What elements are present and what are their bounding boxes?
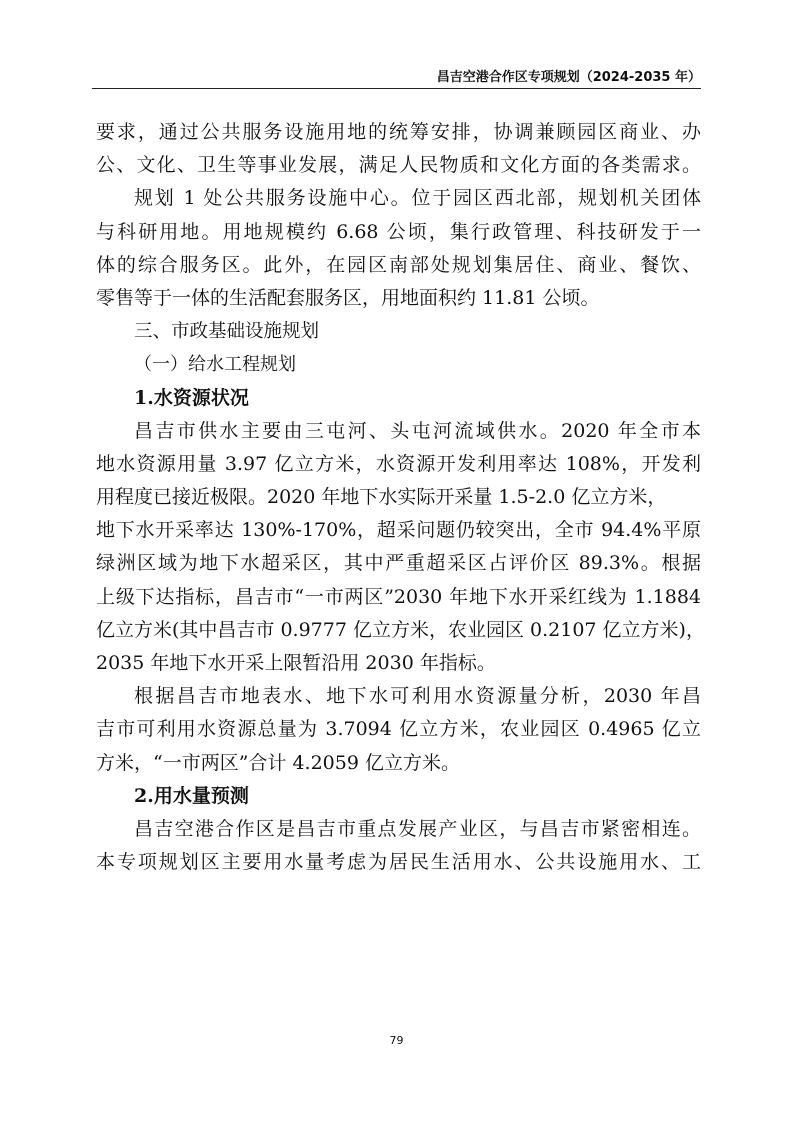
- text-line: 本专项规划区主要用水量考虑为居民生活用水、公共设施用水、工: [96, 851, 701, 874]
- text-line: 体的综合服务区。此外，在园区南部处规划集居住、商业、餐饮、: [96, 253, 701, 276]
- paragraph-start: 规划 1 处公共服务设施中心。位于园区西北部，规划机关团体: [134, 187, 701, 210]
- text-line: 要求，通过公共服务设施用地的统筹安排，协调兼顾园区商业、办: [96, 121, 701, 143]
- text-line: 亿立方米(其中昌吉市 0.9777 亿立方米，农业园区 0.2107 亿立方米)，: [96, 618, 705, 641]
- header-title: 昌吉空港合作区专项规划（2024-2035 年）: [436, 70, 701, 85]
- text-line: 公、文化、卫生等事业发展，满足人民物质和文化方面的各类需求。: [96, 154, 701, 177]
- text-line: 零售等于一体的生活配套服务区，用地面积约 11.81 公顷。: [96, 286, 600, 309]
- subsection-heading: （一）给水工程规划: [134, 354, 296, 376]
- text-line: 方米，“一市两区”合计 4.2059 亿立方米。: [96, 751, 460, 774]
- section-heading: 三、市政基础设施规划: [134, 321, 320, 343]
- text-line: 用程度已接近极限。2020 年地下水实际开采量 1.5-2.0 亿立方米，: [96, 486, 667, 509]
- text-line: 与科研用地。用地规模约 6.68 公顷，集行政管理、科技研发于一: [96, 220, 701, 243]
- item-heading: 2.用水量预测: [134, 784, 249, 807]
- page-header: [92, 60, 701, 90]
- text-line: 上级下达指标，昌吉市“一市两区”2030 年地下水开采红线为 1.1884: [96, 585, 701, 608]
- text-line: 绿洲区域为地下水超采区，其中严重超采区占评价区 89.3%。根据: [96, 552, 701, 575]
- page-number: 79: [389, 1034, 404, 1047]
- header-rule: [92, 88, 701, 89]
- text-line: 吉市可利用水资源总量为 3.7094 亿立方米，农业园区 0.4965 亿立: [96, 718, 701, 741]
- item-heading: 1.水资源状况: [134, 386, 249, 409]
- paragraph-start: 根据昌吉市地表水、地下水可利用水资源量分析，2030 年昌: [134, 685, 701, 708]
- text-line: 地水资源用量 3.97 亿立方米，水资源开发利用率达 108%，开发利: [96, 452, 701, 475]
- paragraph-start: 昌吉市供水主要由三屯河、头屯河流域供水。2020 年全市本: [134, 419, 701, 442]
- paragraph-start: 昌吉空港合作区是昌吉市重点发展产业区，与昌吉市紧密相连。: [134, 817, 701, 840]
- document-body: [96, 116, 705, 879]
- text-line: 2035 年地下水开采上限暂沿用 2030 年指标。: [96, 652, 496, 674]
- text-line: 地下水开采率达 130%-170%，超采问题仍较突出，全市 94.4%平原: [96, 519, 701, 542]
